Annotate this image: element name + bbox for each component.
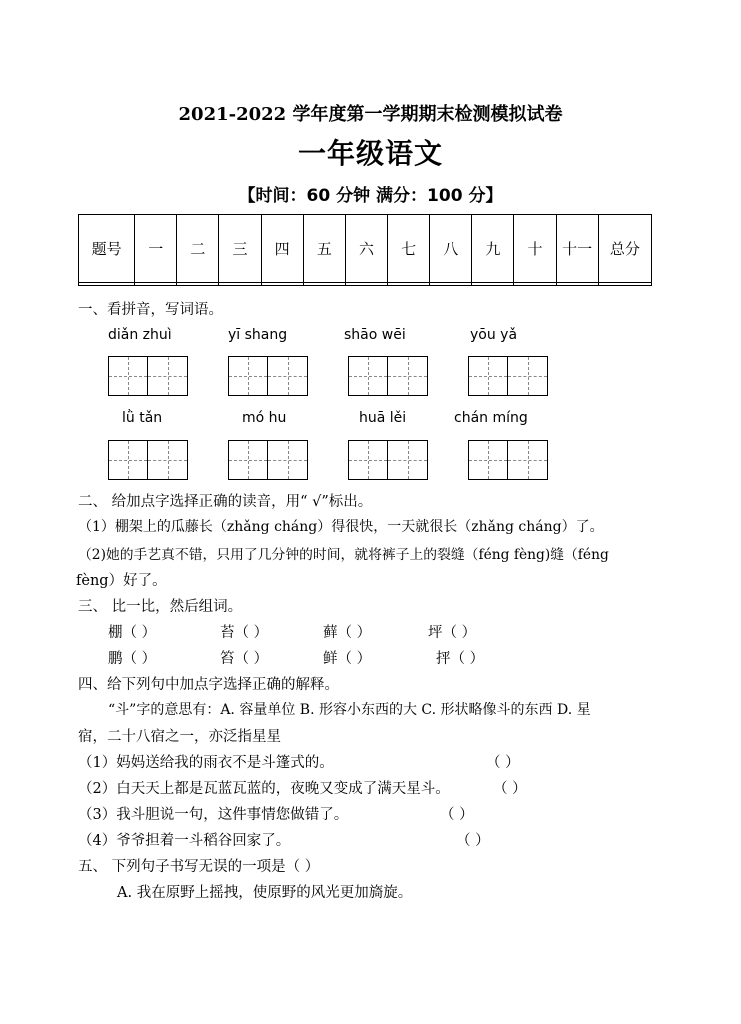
compare-word-item: 鲜（ ） [323,651,372,667]
compare-word-item: 棚（ ） [108,625,157,641]
answer-parens[interactable]: （ ） [493,781,527,797]
score-header-cell: 三 [219,215,261,283]
score-table [78,214,652,286]
answer-parens[interactable]: （ ） [456,833,490,849]
exam-grade-title: 一年级语文 [297,137,443,170]
tianzige-box[interactable] [348,440,428,480]
compare-word-item: 坪（ ） [428,625,477,641]
score-header-cell: 一 [135,215,177,283]
pinyin-label: diǎn zhuì [108,327,172,343]
answer-parens[interactable]: （ ） [486,755,520,771]
section2-heading: 二、 给加点字选择正确的读音，用“ √”标出。 [78,494,373,510]
score-blank-cell[interactable] [261,282,303,285]
score-blank-cell[interactable] [598,282,651,285]
section5-heading: 五、 下列句子书写无误的一项是（ ） [78,859,320,875]
compare-word-item: 苔（ ） [220,625,269,641]
score-blank-cell[interactable] [79,282,135,285]
score-header-cell: 二 [177,215,219,283]
pinyin-label: lǜ tǎn [122,410,163,426]
score-blank-cell[interactable] [556,282,598,285]
tianzige-box[interactable] [348,356,428,396]
compare-word-item: 藓（ ） [323,625,372,641]
section4-question: （1）妈妈送给我的雨衣不是斗篷式的。 [78,755,334,771]
pinyin-label: chán míng [454,410,528,426]
score-header-cell: 题号 [79,215,135,283]
section4-question: （2）白天天上都是瓦蓝瓦蓝的，夜晚又变成了满天星斗。 [78,781,450,797]
tianzige-box[interactable] [468,356,548,396]
score-header-cell: 十一 [556,215,598,283]
score-header-cell: 八 [430,215,472,283]
pinyin-label: mó hu [242,410,287,426]
pinyin-label: huā lěi [359,410,407,426]
score-blank-cell[interactable] [472,282,514,285]
exam-time-info: 【时间：60 分钟 满分：100 分】 [238,186,503,206]
score-blank-cell[interactable] [430,282,472,285]
score-header-cell: 四 [261,215,303,283]
tianzige-box[interactable] [108,440,188,480]
answer-parens[interactable]: （ ） [440,807,474,823]
score-blank-cell[interactable] [177,282,219,285]
score-table-header-row [79,215,652,283]
score-blank-cell[interactable] [219,282,261,285]
score-header-cell: 七 [388,215,430,283]
tianzige-box[interactable] [228,356,308,396]
section2-question-2: （2)她的手艺真不错，只用了几分钟的时间，就将裤子上的裂缝（féng fèng)缝（féng [78,547,609,563]
tianzige-box[interactable] [468,440,548,480]
score-header-cell: 六 [345,215,387,283]
tianzige-box[interactable] [108,356,188,396]
score-header-cell: 五 [303,215,345,283]
score-header-cell: 九 [472,215,514,283]
pinyin-label: yōu yǎ [470,327,518,343]
score-blank-cell[interactable] [388,282,430,285]
section2-question-2-cont: fèng）好了。 [76,573,167,589]
section4-question: （3）我斗胆说一句，这件事情您做错了。 [78,807,349,823]
score-header-cell: 总分 [598,215,651,283]
section4-intro-cont: 宿，二十八宿之一，亦泛指星星 [78,729,281,745]
exam-year-title: 2021-2022 学年度第一学期期末检测模拟试卷 [178,104,563,125]
score-blank-cell[interactable] [345,282,387,285]
compare-word-item: 笞（ ） [220,651,269,667]
section1-heading: 一、看拼音，写词语。 [78,302,223,318]
compare-word-item: 抨（ ） [436,651,485,667]
section4-question: （4）爷爷担着一斗稻谷回家了。 [78,833,291,849]
section4-intro: “斗”字的意思有：A. 容量单位 B. 形容小东西的大 C. 形状略像斗的东西 D. 星 [108,702,591,718]
score-blank-cell[interactable] [303,282,345,285]
score-blank-cell[interactable] [135,282,177,285]
score-header-cell: 十 [514,215,556,283]
section3-heading: 三、 比一比，然后组词。 [78,599,243,615]
compare-word-item: 鹏（ ） [108,651,157,667]
pinyin-label: yī shang [228,327,288,343]
score-table-blank-row [79,282,652,285]
tianzige-box[interactable] [228,440,308,480]
score-blank-cell[interactable] [514,282,556,285]
section4-heading: 四、给下列句中加点字选择正确的解释。 [78,677,339,693]
section2-question-1: （1）棚架上的瓜藤长（zhǎng cháng）得很快，一天就很长（zhǎng cháng）了。 [78,519,604,535]
section5-option-a: A. 我在原野上摇拽，使原野的风光更加旖旋。 [117,885,413,901]
pinyin-label: shāo wēi [344,327,406,343]
